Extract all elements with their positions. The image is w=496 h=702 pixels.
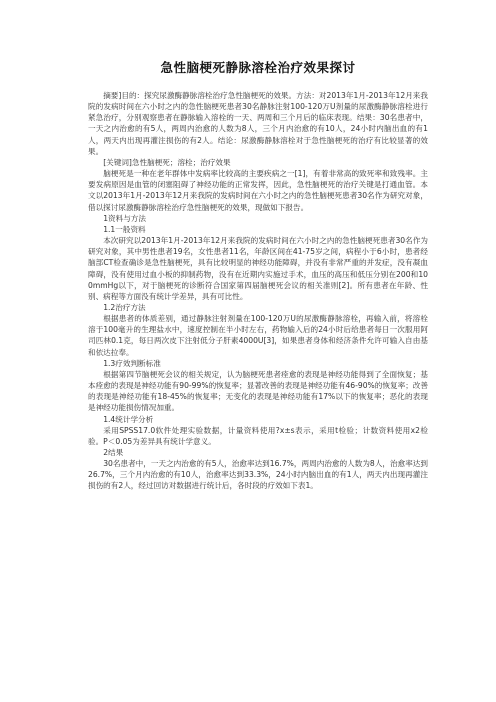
abstract-paragraph: 摘要]目的：探究尿激酶静脉溶栓治疗急性脑梗死的效果。方法：对2013年1月-2013年12月来我院的发病时间在六小时之内的急性脑梗死患者30名静脉注射100-120万U剂量的尿激酶静脉溶栓进行紧急治疗，分别观察患者在静脉输入溶栓的一天、两周和三个月后的临床表现。结果：30名患者中，一天之内治愈的有5人，两周内治愈的人数为8人，三个月内治愈的有10人，24小时内脑出血的有1人，两天内出现再灌注损伤的有2人。结论：尿激酶静脉溶栓对于急性脑梗死的治疗有比较显著的效果。 xyxy=(88,91,428,156)
general-data-paragraph: 本次研究以2013年1月-2013年12月来我院的发病时间在六小时之内的急性脑梗死患者30名作为研究对象，其中男性患者19名，女性患者11名，年龄区间在41-75岁之间，病程小于6小时，患者经脑部CT检查确诊是急性脑梗死，具有比较明显的神经功能障碍，并没有非常严重的并发症，没有凝血障碍，没有使用过血小板的抑制药物，没有在近期内实施过手术，血压的高压和低压分别在200和100mmHg以下，对于脑梗死的诊断符合国家第四届脑梗死会议的相关准则[2]。所有患者在年龄、性别、病程等方面没有统计学差异，具有可比性。 xyxy=(88,236,428,301)
subsection-heading-treatment: 1.2治疗方法 xyxy=(103,302,146,312)
subsection-heading-criteria: 1.3疗效判断标准 xyxy=(103,358,161,368)
criteria-paragraph: 根据第四节脑梗死会议的相关规定，认为脑梗死患者痊愈的表现是神经功能得到了全面恢复；基本痊愈的表现是神经功能有90-99%的恢复率；显著改善的表现是神经功能有46-90%的恢复率；改善的表现是神经功能有18-45%的恢复率；无变化的表现是神经功能有17%以下的恢复率；恶化的表现是神经功能损伤情况加重。 xyxy=(88,369,428,413)
section-heading-results: 2结果 xyxy=(103,448,124,457)
document-title: 急性脑梗死静脉溶栓治疗效果探讨 xyxy=(160,60,356,75)
section-heading-materials-methods: 1资料与方法 xyxy=(103,213,146,223)
keywords-paragraph: [关键词]急性脑梗死；溶栓；治疗效果 xyxy=(103,157,231,167)
subsection-heading-statistics: 1.4统计学分析 xyxy=(103,414,154,424)
intro-paragraph: 脑梗死是一种在老年群体中发病率比较高的主要疾病之一[1]，有着非常高的致死率和致残率。主要发病原因是血管的闭塞阻碍了神经功能的正常发挥，因此，急性脑梗死的治疗关键是打通血管。本文以2013年1月-2013年12月来我院的发病时间在六小时之内的急性脑梗死患者30名作为研究对象，借以探讨尿激酶静脉溶栓治疗急性脑梗死的效果，现做如下报告。 xyxy=(88,169,428,212)
subsection-heading-general-data: 1.1一般资料 xyxy=(103,224,146,234)
results-paragraph: 30名患者中，一天之内治愈的有5人，治愈率达到16.7%，两周内治愈的人数为8人，治愈率达到26.7%，三个月内治愈的有10人，治愈率达到33.3%，24小时内脑出血的有1人，两天内出现再灌注损伤的有2人，经过回访对数据进行统计后，各时段的疗效如下表1。 xyxy=(88,459,428,491)
treatment-paragraph: 根据患者的体质差别，通过静脉注射剂量在100-120万U的尿激酶静脉溶栓，再输入前，将溶栓溶于100毫升的生理盐水中，速度控制在半小时左右，药物输入后的24小时后给患者每日一次服用阿司匹林0.1克，每日两次皮下注射低分子肝素4000U[3]，如果患者身体和经济条件允许可输入自由基和依达拉奉。 xyxy=(88,314,428,357)
document-body xyxy=(88,90,428,492)
statistics-paragraph: 采用SPSS17.0软件处理实验数据，计量资料使用?x±s表示，采用t检验；计数资料使用x2检验。P＜0.05为差异具有统计学意义。 xyxy=(88,425,428,446)
